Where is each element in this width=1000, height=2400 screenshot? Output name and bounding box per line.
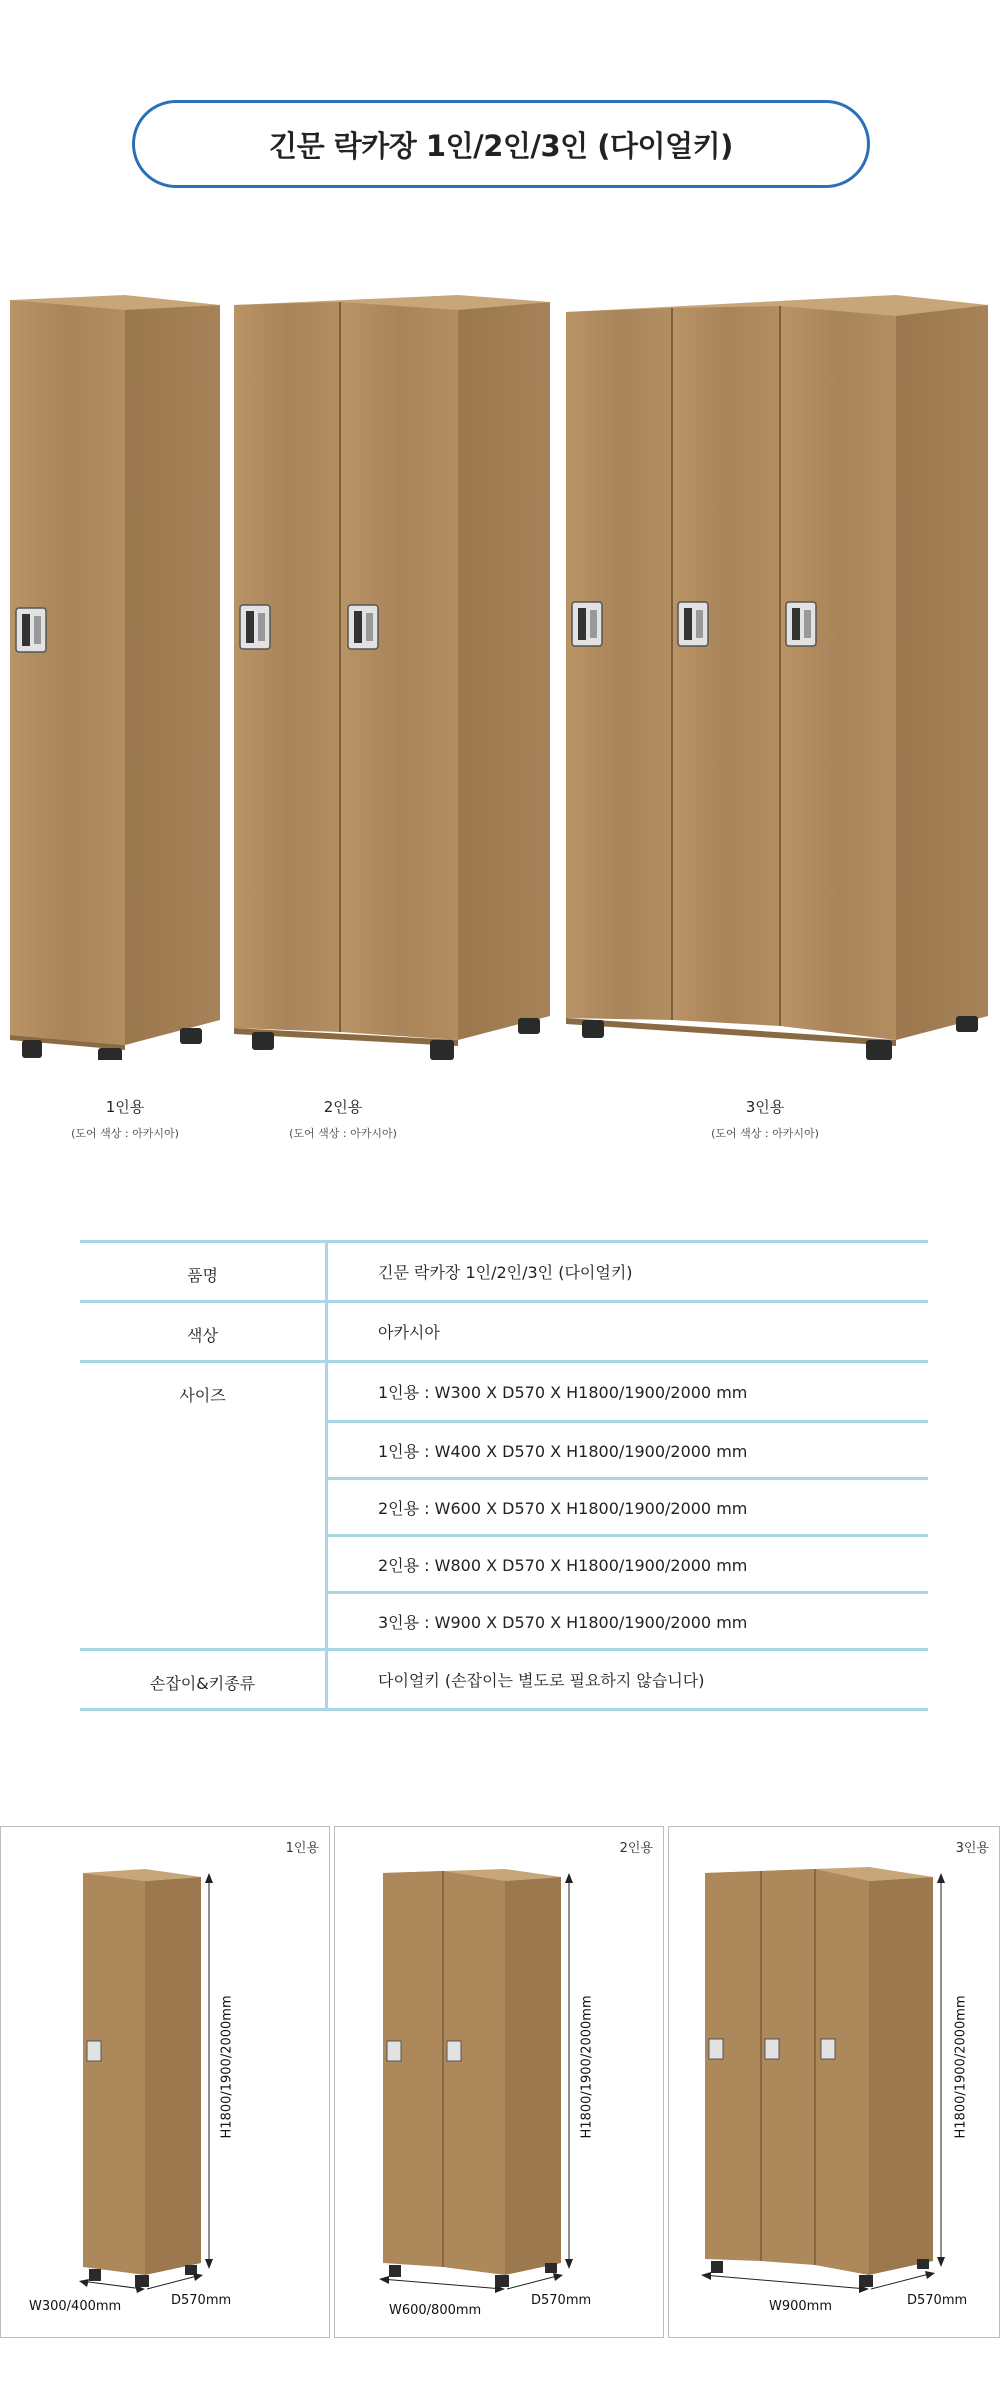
caption-sub: (도어 색상 : 아카시아) bbox=[289, 1127, 397, 1140]
caption-label: 3인용 bbox=[745, 1098, 785, 1116]
locker-3-person-illustration bbox=[560, 280, 1000, 1060]
locker-3-person bbox=[560, 280, 1000, 1140]
spec-values bbox=[328, 1363, 928, 1648]
card-tag: 1인용 bbox=[285, 1841, 319, 1856]
dimension-illustration-3-person bbox=[669, 1827, 1000, 2339]
spec-value: 다이얼키 (손잡이는 별도로 필요하지 않습니다) bbox=[378, 1671, 705, 1690]
width-label: W300/400mm bbox=[29, 2299, 122, 2314]
height-label: H1800/1900/2000mm bbox=[579, 1995, 595, 2139]
dimension-card-2-person bbox=[334, 1826, 664, 2338]
card-tag: 2인용 bbox=[619, 1841, 653, 1856]
spec-label: 손잡이&키종류 bbox=[80, 1651, 328, 1708]
caption-1-person bbox=[30, 1096, 220, 1141]
height-label: H1800/1900/2000mm bbox=[953, 1995, 969, 2139]
dimension-card-3-person bbox=[668, 1826, 1000, 2338]
height-label: H1800/1900/2000mm bbox=[219, 1995, 235, 2139]
width-label: W600/800mm bbox=[389, 2303, 482, 2318]
spec-value: 긴문 락카장 1인/2인/3인 (다이얼키) bbox=[378, 1263, 633, 1282]
spec-label: 색상 bbox=[80, 1303, 328, 1360]
spec-values bbox=[328, 1651, 928, 1708]
spec-row-handle bbox=[80, 1651, 928, 1711]
spec-value: 아카시아 bbox=[378, 1323, 440, 1342]
spec-value: 3인용 : W900 X D570 X H1800/1900/2000 mm bbox=[328, 1591, 928, 1648]
dimension-illustration-1-person bbox=[1, 1827, 331, 2339]
locker-2-person bbox=[228, 280, 558, 1140]
caption-sub: (도어 색상 : 아카시아) bbox=[71, 1127, 179, 1140]
caption-2-person bbox=[248, 1096, 438, 1141]
dimension-card-1-person bbox=[0, 1826, 330, 2338]
caption-3-person bbox=[670, 1096, 860, 1141]
spec-value: 2인용 : W800 X D570 X H1800/1900/2000 mm bbox=[328, 1534, 928, 1591]
spec-label: 사이즈 bbox=[80, 1363, 328, 1648]
depth-label: D570mm bbox=[171, 2293, 232, 2308]
spec-label: 품명 bbox=[80, 1243, 328, 1300]
depth-label: D570mm bbox=[531, 2293, 592, 2308]
spec-value: 2인용 : W600 X D570 X H1800/1900/2000 mm bbox=[328, 1477, 928, 1534]
caption-label: 1인용 bbox=[105, 1098, 145, 1116]
width-label: W900mm bbox=[769, 2299, 832, 2314]
spec-value: 1인용 : W400 X D570 X H1800/1900/2000 mm bbox=[328, 1420, 928, 1477]
dimension-illustration-2-person bbox=[335, 1827, 665, 2339]
spec-row-name bbox=[80, 1243, 928, 1303]
spec-row-color bbox=[80, 1303, 928, 1363]
caption-sub: (도어 색상 : 아카시아) bbox=[711, 1127, 819, 1140]
card-tag: 3인용 bbox=[955, 1841, 989, 1856]
locker-1-person bbox=[0, 280, 230, 1140]
hero-lockers bbox=[0, 280, 1000, 1140]
spec-values bbox=[328, 1303, 928, 1360]
depth-label: D570mm bbox=[907, 2293, 968, 2308]
spec-table bbox=[80, 1240, 928, 1711]
spec-row-size bbox=[80, 1363, 928, 1651]
caption-label: 2인용 bbox=[323, 1098, 363, 1116]
spec-values bbox=[328, 1243, 928, 1300]
locker-2-person-illustration bbox=[228, 280, 558, 1060]
spec-value: 1인용 : W300 X D570 X H1800/1900/2000 mm bbox=[378, 1383, 748, 1402]
page-title: 긴문 락카장 1인/2인/3인 (다이얼키) bbox=[132, 100, 870, 188]
locker-1-person-illustration bbox=[0, 280, 230, 1060]
